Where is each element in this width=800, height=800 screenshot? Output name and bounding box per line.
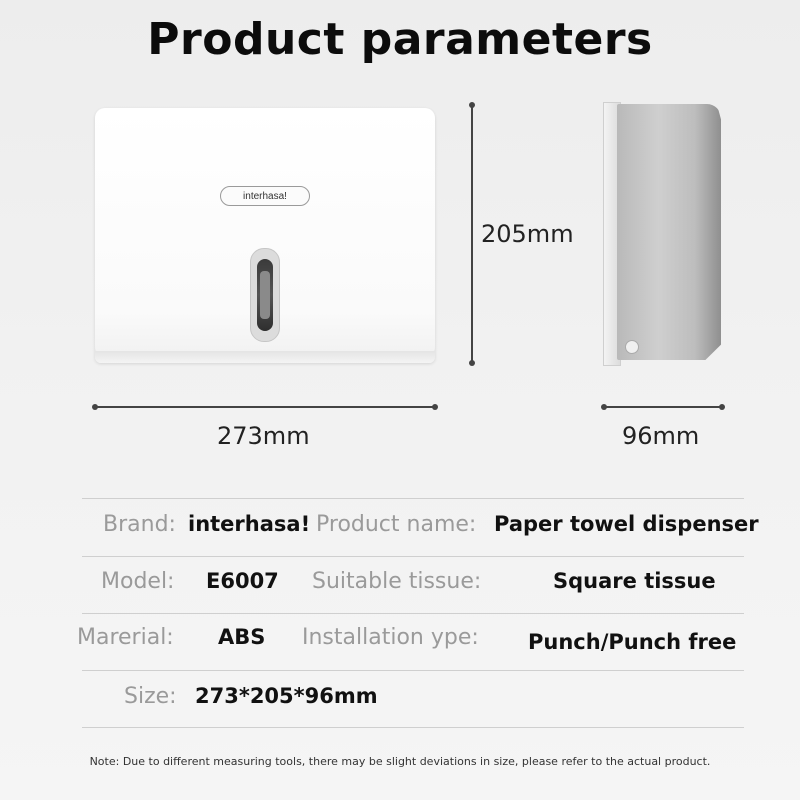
product-name-value: Paper towel dispenser — [494, 512, 759, 536]
table-divider — [82, 498, 744, 499]
width-line-cap-right — [432, 404, 438, 410]
width-label: 273mm — [217, 422, 310, 450]
table-divider — [82, 613, 744, 614]
depth-dimension-line — [604, 406, 722, 408]
table-divider — [82, 727, 744, 728]
width-dimension-line — [95, 406, 435, 408]
dispenser-front-view — [95, 108, 435, 363]
height-label: 205mm — [481, 220, 574, 248]
brand-value: interhasa! — [188, 512, 311, 536]
height-dimension-line — [471, 105, 473, 363]
brand-logo — [220, 186, 310, 206]
model-value: E6007 — [206, 569, 279, 593]
depth-line-cap-right — [719, 404, 725, 410]
table-divider — [82, 670, 744, 671]
brand-label: Brand: — [103, 512, 176, 537]
side-screw — [625, 340, 639, 354]
dispenser-side-view — [603, 102, 723, 364]
tissue-window — [250, 248, 280, 342]
material-label: Marerial: — [77, 625, 174, 650]
suitable-tissue-label: Suitable tissue: — [312, 569, 482, 594]
material-value: ABS — [218, 625, 266, 649]
height-line-cap-bottom — [469, 360, 475, 366]
brand-logo-text: interhasa! — [243, 190, 287, 202]
page-title: Product parameters — [147, 14, 653, 65]
suitable-tissue-value: Square tissue — [553, 569, 716, 593]
product-name-label: Product name: — [316, 512, 477, 537]
installation-type-value: Punch/Punch free — [528, 630, 737, 654]
depth-label: 96mm — [622, 422, 700, 450]
size-value: 273*205*96mm — [195, 684, 378, 708]
model-label: Model: — [101, 569, 175, 594]
footnote: Note: Due to different measuring tools, there may be slight deviations in size, please refer to the actual product. — [89, 755, 711, 768]
size-label: Size: — [124, 684, 177, 709]
installation-type-label: Installation ype: — [302, 625, 479, 650]
table-divider — [82, 556, 744, 557]
